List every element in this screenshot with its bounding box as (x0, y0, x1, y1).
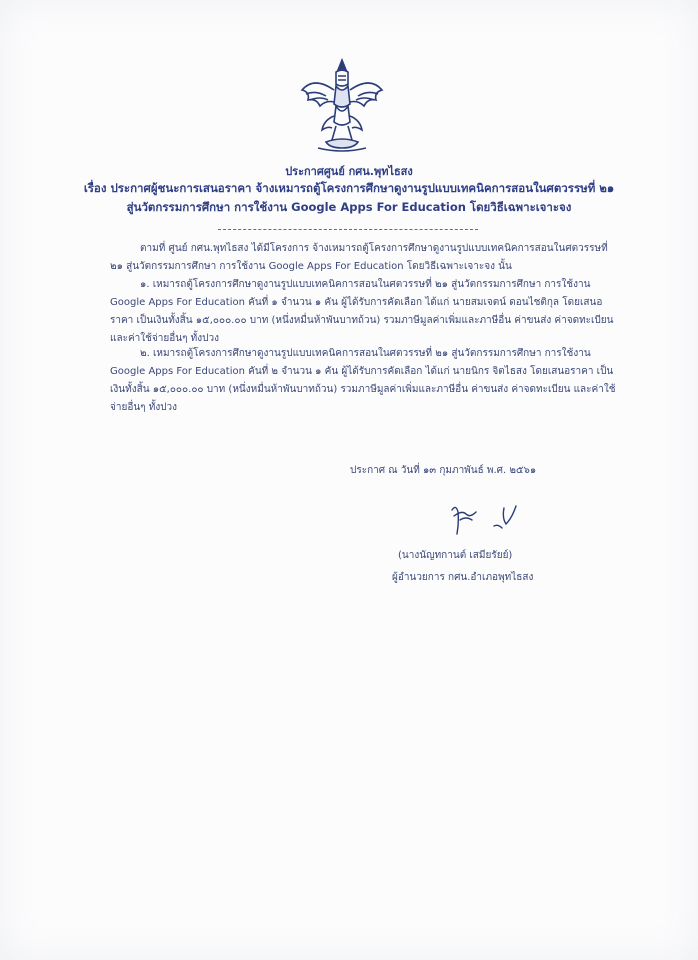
announcement-date: ประกาศ ณ วันที่ ๑๓ กุมภาพันธ์ พ.ศ. ๒๕๖๑ (350, 465, 537, 476)
intro-paragraph: ตามที่ ศูนย์ กศน.พุทไธสง ได้มีโครงการ จ้างเหมารถตู้โครงการศึกษาดูงานรูปแบบเทคนิคการสอนในศตวรรษที่ ๒๑ สู่นวัตกรรมการศึกษา การใช้งาน Google Apps For Education โดยวิธีเฉพาะเจาะจง นั้น (110, 243, 608, 272)
signer-position: ผู้อำนวยการ กศน.อำเภอพุทไธสง (392, 572, 534, 583)
document-subject-line2: สู่นวัตกรรมการศึกษา การใช้งาน Google Apps For Education โดยวิธีเฉพาะเจาะจง (126, 200, 572, 214)
award-item-1: ๑. เหมารถตู้โครงการศึกษาดูงานรูปแบบเทคนิคการสอนในศตวรรษที่ ๒๑ สู่นวัตกรรมการศึกษา การใช้งาน Google Apps For Education คันที่ ๑ จำนวน ๑ คัน ผู้ได้รับการคัดเลือก ได้แก่ นายสมเจตน์ ดอนไชติกุล โดยเสนอราคา เป็นเงินทั้งสิ้น ๑๕,๐๐๐.๐๐ บาท (หนึ่งหมื่นห้าพันบาทถ้วน) รวมภาษีมูลค่าเพิ่มและภาษีอื่น ค่าขนส่ง ค่าจดทะเบียน และค่าใช้จ่ายอื่นๆ ทั้งปวง (110, 279, 614, 344)
document-subject-line1: เรื่อง ประกาศผู้ชนะการเสนอราคา จ้างเหมารถตู้โครงการศึกษาดูงานรูปแบบเทคนิคการสอนในศตวรรษที่ ๒๑ (83, 181, 615, 195)
award-item-2: ๒. เหมารถตู้โครงการศึกษาดูงานรูปแบบเทคนิคการสอนในศตวรรษที่ ๒๑ สู่นวัตกรรมการศึกษา การใช้งาน Google Apps For Education คันที่ ๒ จำนวน ๑ คัน ผู้ได้รับการคัดเลือก ได้แก่ นายนิกร จิตไธสง โดยเสนอราคา เป็นเงินทั้งสิ้น ๑๕,๐๐๐.๐๐ บาท (หนึ่งหมื่นห้าพันบาทถ้วน) รวมภาษีมูลค่าเพิ่มและภาษีอื่น ค่าขนส่ง ค่าจดทะเบียน และค่าใช้จ่ายอื่นๆ ทั้งปวง (110, 348, 616, 413)
garuda-emblem-icon (296, 56, 388, 156)
handwritten-signature-icon (440, 500, 530, 540)
document-title: ประกาศศูนย์ กศน.พุทไธสง (285, 165, 413, 178)
separator-line (218, 229, 478, 230)
signer-name: (นางนัญทกานต์ เสมียรัยย์) (398, 550, 513, 561)
